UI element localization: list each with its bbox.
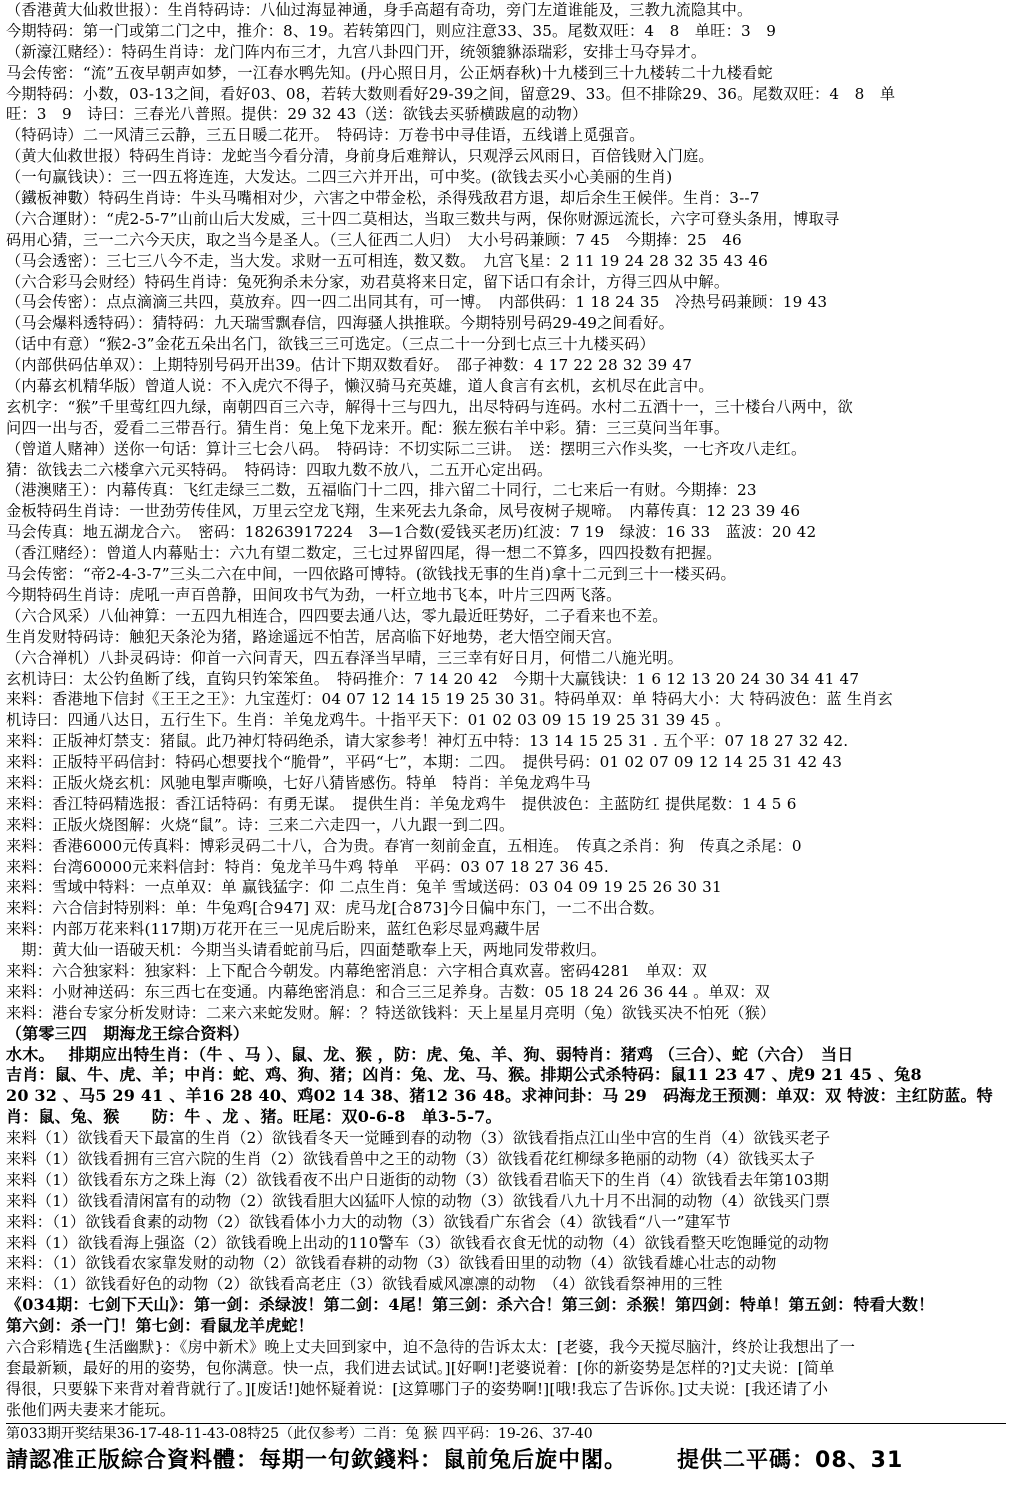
text-line: （一句赢钱诀）：三一四五将连连，大发达。二四三六并开出，可中奖。(欲钱去买小心美丽的生肖) [6, 168, 673, 187]
text-line: 问四一出与否，爱看二三带吾行。猜生肖：兔上兔下龙来开。配：猴左猴右羊中彩。猜：三三莫问当年事。 [6, 418, 730, 437]
text-line: 玄机诗曰：太公钓鱼断了线，直钩只钓笨笨鱼。 特码推介：7 14 20 42 今期十大赢钱诀：1 6 12 13 20 24 30 34 41 47 [6, 669, 860, 688]
text-line: 套最新颖，最好的用的姿势，包你满意。快一点，我们进去试试。][好啊!]老婆说着：[你的新姿势是怎样的?]丈夫说：[简单 [6, 1358, 835, 1377]
text-line: 旺：3 9 诗曰：三春光八普照。提供：29 32 43（送：欲钱去买骄横跋扈的动物） [6, 105, 588, 124]
text-line: 机诗曰：四通八达日，五行生下。生肖：羊兔龙鸡牛。十指平天下：01 02 03 09 15 19 25 31 39 45 。 [6, 711, 731, 730]
text-line: 来料（1）欲钱看东方之珠上海（2）欲钱看夜不出户日逝街的动物（3）欲钱看君临天下的生肖（4）欲钱看去年第103期 [6, 1170, 830, 1189]
text-line: 来料：小财神送码：东三西七在变通。内幕绝密消息：和合三三足养身。吉数：05 18 24 26 36 44 。单双：双 [6, 982, 771, 1001]
text-line: 来料：正版火烧图解：火烧“鼠”。诗：三来二六走四一，八九跟一到二四。 [6, 815, 515, 834]
text-line: 来料：正版火烧玄机：风驰电掣声嘶唤，七好八猜皆感伤。特单 特肖：羊兔龙鸡牛马 [6, 773, 591, 792]
text-line: 来料（1）欲钱看海上强盗（2）欲钱看晚上出动的110警车（3）欲钱看衣食无忧的动物（4）欲钱看整天吃饱睡觉的动物 [6, 1233, 830, 1252]
text-line: 来料：内部万花来料(117期)万花开在三一见虎后盼来，蓝红色彩尽显鸡藏牛居 [6, 920, 541, 939]
text-line: 来料（1）欲钱看清闲富有的动物（2）欲钱看胆大凶猛吓人惊的动物（3）欲钱看八九十月不出洞的动物（4）欲钱买门票 [6, 1191, 831, 1210]
text-line: 期：黄大仙一语破天机：今期当头请看蛇前马后，四面楚歌奉上天，两地同发带救归。 [6, 941, 607, 960]
text-line: （六合彩马会财经）特码生肖诗：兔死狗杀未分家，劝君莫将来日定，留下话口有余计，方得三四从中解。 [6, 272, 730, 291]
text-line: （六合運財）：“虎2-5-7”山前山后大发威，三十四二莫相达，当取三数共与两，保你财源远流长，六字可登头条用，博取寻 [6, 209, 840, 228]
text-line: （新濠江赌经）：特码生肖诗：龙门阵内布三才，九宫八卦四门开，统领貔貅添瑞彩，安排士马夺异才。 [6, 42, 707, 61]
text-line: 今期特码：第一门或第二门之中，推介：8、19。若转第四门，则应注意33、35。尾数双旺：4 8 单旺：3 9 [6, 21, 777, 40]
text-line: 吉肖：鼠、牛、虎、羊；中肖：蛇、鸡、狗、猪；凶肖：兔、龙、马、猴。排期公式杀特码：鼠11 23 47 、虎9 21 45 、兔8 [6, 1065, 922, 1085]
text-line: （六合风采）八仙神算：一五四九相连合，四四要去通八达，零九最近旺势好，二子看来也不差。 [6, 606, 668, 625]
text-line: 来料：（1）欲钱看农家靠发财的动物（2）欲钱看春耕的动物（3）欲钱看田里的动物（4）欲钱看雄心壮志的动物 [6, 1254, 777, 1273]
text-line: 今期特码：小数，03-13之间，看好03、08，若转大数则看好29-39之间，留意29、33。但不排除29、36。尾数双旺：4 8 单 [6, 84, 896, 103]
text-line: 马会传密：“帝2-4-3-7”三头二六在中间，一四依路可博特。(欲钱找无事的生肖)拿十二元到三十一楼买码。 [6, 565, 736, 584]
text-line: 今期特码生肖诗：虎吼一声百兽静，田间攻书气为劲，一杆立地书飞本，叶片三四两飞落。 [6, 585, 622, 604]
text-line: 六合彩精选{生活幽默}：《房中新术》晚上丈夫回到家中，迫不急待的告诉太太：[老婆，我今天搅尽脑汁，终於让我想出了一 [6, 1338, 856, 1356]
text-line: 来料：雪域中特料：一点单双：单 赢钱猛字：仰 二点生肖：兔羊 雪域送码：03 04 09 19 25 26 30 31 [6, 878, 722, 897]
text-line: 来料：香港6000元传真料：博彩灵码二十八，合为贵。春宵一刻前金直，五相连。 传真之杀肖：狗 传真之杀尾：0 [6, 836, 802, 855]
text-line: 20 32 、马5 29 41 、羊16 28 40、鸡02 14 38、猪12 36 48。求神问卦：马 29 码海龙王预测：单双：双 特波：主红防蓝。特 [6, 1086, 993, 1106]
text-line: 来料：正版特平码信封：特码心想要找个“脆骨”，平码“七”，本期：二四。 提供号码：01 02 07 09 12 14 25 31 42 43 [6, 753, 843, 772]
draw-result-line: 第033期开奖结果36-17-48-11-43-08特25（此仅参考）二肖：兔 猴 四平码：19-26、37-40 [6, 1425, 593, 1442]
text-line: 玄机字：“猴”千里莺红四九绿，南朝四百三六寺，解得十三与四九，出尽特码与连码。水村二五酒十一，三十楼台八两中，欲 [6, 397, 853, 416]
text-line: （内幕玄机精华版）曾道人说：不入虎穴不得子，懒汉骑马充英雄，道人食言有玄机，玄机尽在此言中。 [6, 377, 714, 396]
text-line: （鐵板神數）特码生肖诗：牛头马嘴相对少，六害之中带金松，杀得残敌君方退，却后余生王候伴。生肖：3--7 [6, 189, 760, 208]
text-line: （黄大仙救世报）特码生肖诗：龙蛇当今看分清，身前身后难辩认，只观浮云风雨日，百倍钱财入门庭。 [6, 147, 714, 166]
sea-dragon-king-section [6, 1024, 1006, 1128]
text-line: 来料：六合独家料：独家料：上下配合今朝发。内幕绝密消息：六字相合真欢喜。密码4281 单双：双 [6, 961, 708, 980]
text-line: （香港黄大仙救世报）：生肖特码诗：八仙过海显神通，身手高超有奇功，旁门左道谁能及，三教九流隐其中。 [6, 1, 753, 19]
text-line: 来料（1）欲钱看拥有三宫六院的生肖（2）欲钱看兽中之王的动物（3）欲钱看花红柳绿多艳丽的动物（4）欲钱买太子 [6, 1149, 815, 1168]
text-line: 来料：港台专家分析发财诗：二来六来蛇发财。解：？特送欲钱料：天上星星月亮明（兔）欲钱买决不怕死（猴） [6, 1003, 776, 1022]
text-line: 马会传真：地五湖龙合六。 密码：18263917224 3—1合数(爱钱买老历)红波：7 19 绿波：16 33 蓝波：20 42 [6, 523, 817, 542]
text-line: 张他们两夫妻来才能玩。 [6, 1400, 176, 1419]
text-line: （第零三四 期海龙王综合资料） [6, 1023, 250, 1043]
banner-left-text: 請認准正版綜合資料體：每期一句欽錢料：鼠前兔后旋中閣。 [6, 1447, 628, 1473]
banner-right-text: 提供二平碼：08、31 [677, 1447, 904, 1473]
text-line: 马会传密：“流”五夜早朝声如梦，一江春水鸭先知。(丹心照日月，公正炳春秋)十九楼到三十九楼转二十九楼看蛇 [6, 63, 773, 82]
text-line: （港澳赌王）：内幕传真：飞红走绿三二数，五福临门十二四，排六留二十同行，二七来后一有财。今期捧：23 [6, 481, 757, 500]
text-line: （曾道人赌神）送你一句话：算计三七会八码。 特码诗：不切实际二三讲。 送：摆明三六作头奖，一七齐攻八走红。 [6, 439, 807, 458]
document-page [6, 0, 1006, 1478]
text-line: （马会爆料透特码）：猜特码：九天瑞雪飘春信，四海骚人拱推联。今期特别号码29-49之间看好。 [6, 314, 675, 333]
text-line: 来料：六合信封特别料：单：牛兔鸡[合947] 双：虎马龙[合873]今日偏中东门，一二不出合数。 [6, 899, 665, 918]
text-line: （特码诗）二一风清三云静，三五日暖二花开。 特码诗：万卷书中寻佳语，五线谱上觅强音。 [6, 126, 645, 145]
text-line: 来料：（1）欲钱看好色的动物（2）欲钱看高老庄（3）欲钱看威风凛凛的动物 （4）欲钱看祭神用的三牲 [6, 1275, 723, 1294]
text-line: 来料：正版神灯禁支：猪鼠。此乃神灯特码绝杀，请大家参考！神灯五中特：13 14 15 25 31 . 五个平：07 18 27 32 42. [6, 732, 849, 751]
text-line: 来料：香江特码精选报：香江话特码：有勇无谋。 提供生肖：羊兔龙鸡牛 提供波色：主蓝防红 提供尾数：1 4 5 6 [6, 794, 797, 813]
text-line: 得很，只要躲下来背对着背就行了。][废话!]她怀疑着说：[这算哪门子的姿势啊!][哦!我忘了告诉你。]丈夫说：[我还请了小 [6, 1379, 829, 1398]
text-line: 第六剑：杀一门！第七剑：看鼠龙羊虎蛇！ [6, 1316, 314, 1336]
text-line: （六合禅机）八卦灵码诗：仰首一六问青天，四五春泽当早晴，三三幸有好日月，何惜二八施光明。 [6, 648, 684, 667]
text-line: （话中有意）“猴2-3”金花五朵出名门，欲钱三三可选定。（三点二十一分到七点三十九楼买码） [6, 335, 655, 354]
text-line: 生肖发财特码诗：触犯天条沦为猪，路途遥远不怕苦，居高临下好地势，老大悟空闹天宫。 [6, 627, 622, 646]
humor-story-section [6, 1337, 1006, 1421]
text-line: 猜：欲钱去二六楼拿六元买特码。 特码诗：四取九数不放八，二五开心定出码。 [6, 460, 553, 479]
text-line: 来料：香港地下信封《王王之王》：九宝莲灯：04 07 12 14 15 19 25 30 31。特码单双：单 特码大小：大 特码波色：蓝 生肖玄 [6, 690, 893, 709]
footer-banner [6, 1444, 1006, 1478]
text-line: 金板特码生肖诗：一世劲劳传佳风，万里云空龙飞翔，生来死去九条命，凤号夜树子规啼。 内幕传真：12 23 39 46 [6, 502, 801, 521]
text-line: 《034期：七剑下天山》：第一剑：杀绿波！第二剑：4尾！第三剑：杀六合！第三剑：杀猴！第四剑：特单！第五剑：特看大数！ [6, 1295, 935, 1315]
text-line: （内部供码估单双）：上期特别号码开出39。估计下期双数看好。 邵子神数：4 17 22 28 32 39 47 [6, 356, 693, 375]
main-text-block [6, 0, 1006, 1024]
seven-swords-section [6, 1295, 1006, 1337]
text-line: 来料：（1）欲钱看食素的动物（2）欲钱看体小力大的动物（3）欲钱看广东省会（4）欲钱看“八一”建军节 [6, 1212, 731, 1231]
text-line: 来料：台湾60000元来料信封：特肖：兔龙羊马牛鸡 特单 平码：03 07 18 27 36 45. [6, 857, 609, 876]
riddle-section [6, 1128, 1006, 1295]
text-line: 来料（1）欲钱看天下最富的生肖（2）欲钱看冬天一觉睡到春的动物（3）欲钱看指点江山坐中宫的生肖（4）欲钱买老子 [6, 1129, 831, 1148]
text-line: （马会传密）：点点滴滴三共四，莫放弃。四一四二出同其有，可一博。 内部供码：1 18 24 35 冷热号码兼顾：19 43 [6, 293, 828, 312]
text-line: 码用心猜，三一二六今天庆，取之当今是圣人。（三人征西二人归） 大小号码兼顾：7 45 今期捧：25 46 [6, 230, 742, 249]
text-line: 肖：鼠、兔、猴 防：牛 、龙 、猪。旺尾：双0-6-8 单3-5-7。 [6, 1107, 502, 1127]
text-line: （马会透密）：三七三八今不走，当大发。求财一五可相连，数又数。 九宫飞星：2 11 19 24 28 32 35 43 46 [6, 251, 769, 270]
text-line: （香江赌经）：曾道人内幕贴士：六九有望二数定，三七过界留四尾，得一想二不算多，四四投数有把握。 [6, 544, 722, 563]
text-line: 水木。 排期应出特生肖：（牛 、马 ）、鼠、龙、猴 ，防：虎、兔、羊、狗、弱特肖：猪鸡 （三合）、蛇（六合） 当日 [6, 1044, 854, 1064]
